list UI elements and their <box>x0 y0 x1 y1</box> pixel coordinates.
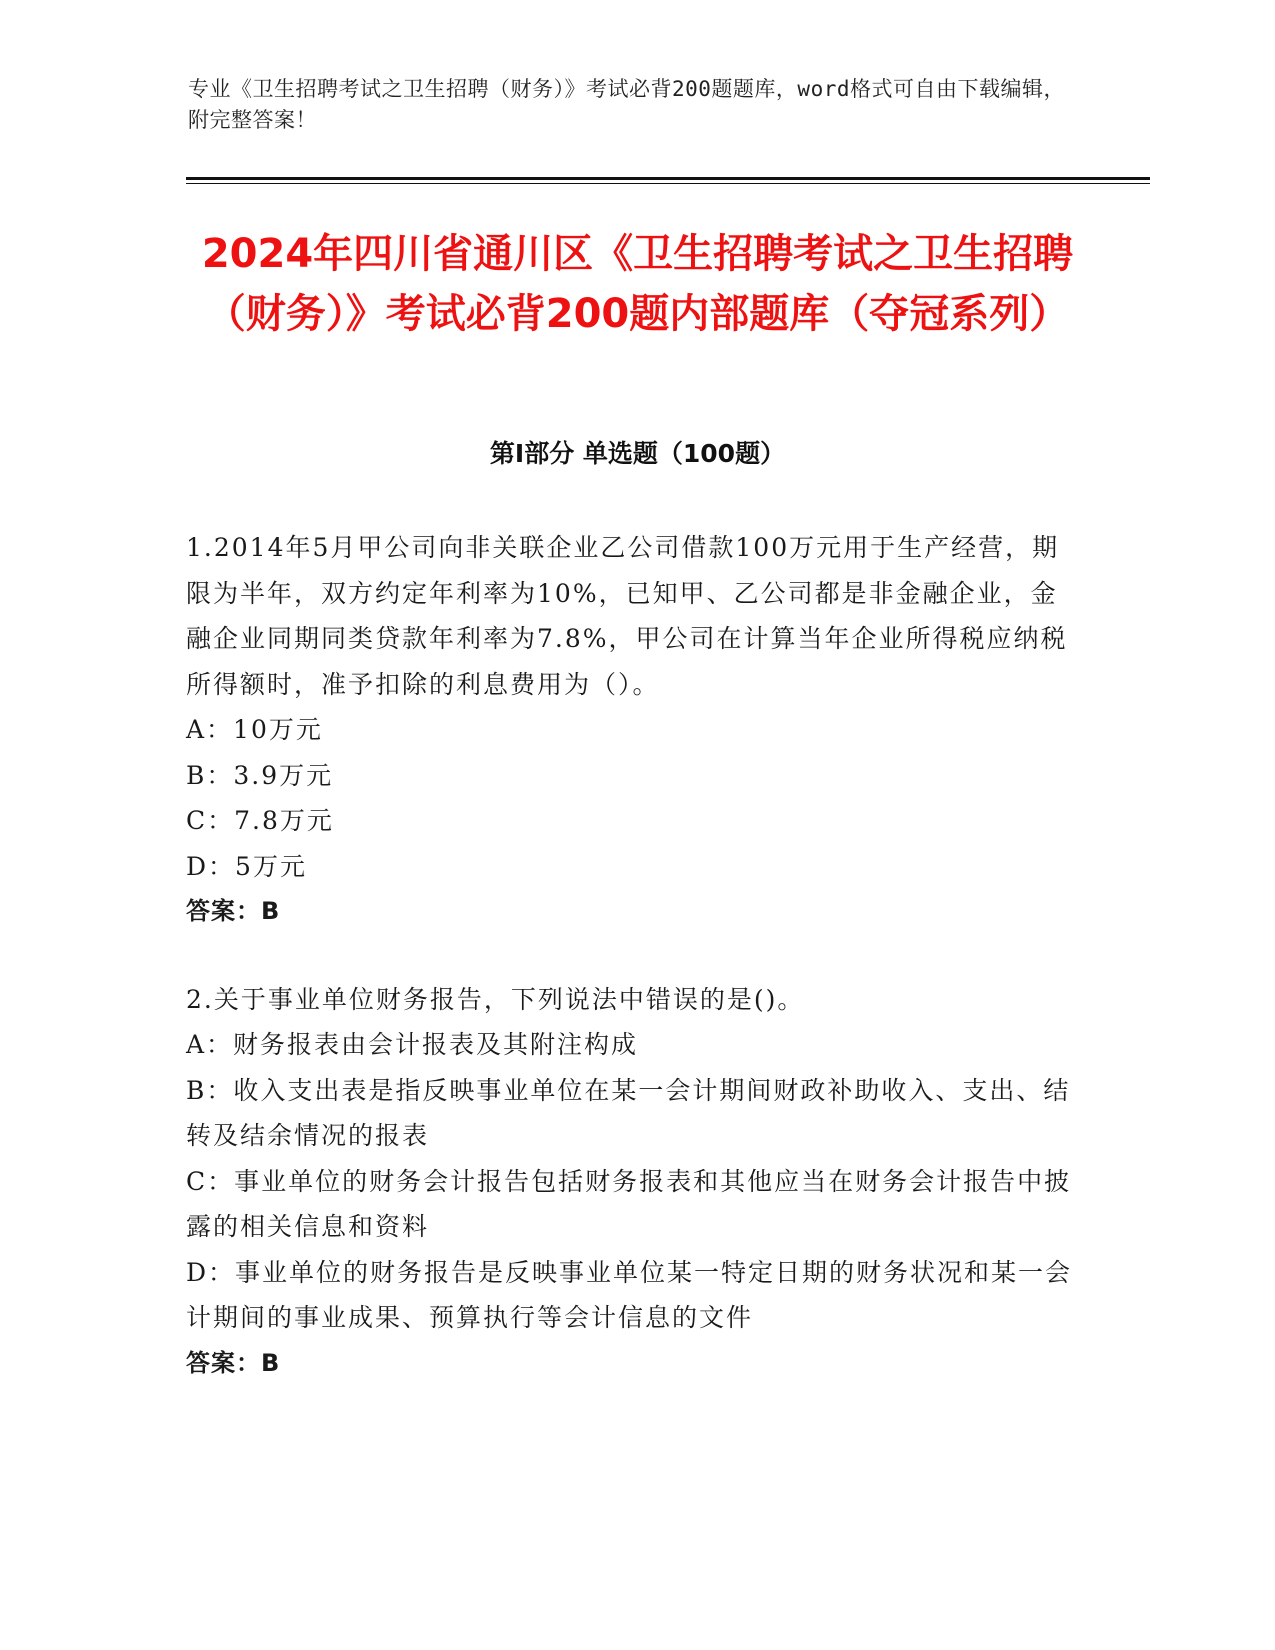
answer: 答案：B <box>186 897 281 925</box>
header-divider-thick <box>186 177 1150 180</box>
question-stem: 2.关于事业单位财务报告，下列说法中错误的是()。 <box>186 984 805 1014</box>
option-a: A：10万元 <box>186 715 323 744</box>
question-stem: 1.2014年5月甲公司向非关联企业乙公司借款100万元用于生产经营，期限为半年，双方约定年利率为10%，已知甲、乙公司都是非金融企业，金融企业同期同类贷款年利率为7.8%，甲公司在计算当年企业所得税应纳税所得额时，准予扣除的利息费用为（）。 <box>186 533 1068 699</box>
option-c: C：事业单位的财务会计报告包括财务报表和其他应当在财务会计报告中披露的相关信息和资料 <box>186 1166 1072 1241</box>
option-d: D：事业单位的财务报告是反映事业单位某一特定日期的财务状况和某一会计期间的事业成果、预算执行等会计信息的文件 <box>186 1257 1073 1332</box>
option-b: B：收入支出表是指反映事业单位在某一会计期间财政补助收入、支出、结转及结余情况的报表 <box>186 1075 1071 1150</box>
question-1 <box>186 525 1081 935</box>
section-title: 第I部分 单选题（100题） <box>489 439 786 468</box>
option-c: C：7.8万元 <box>186 806 334 835</box>
question-list <box>186 525 1081 1386</box>
option-a: A：财务报表由会计报表及其附注构成 <box>186 1030 639 1059</box>
option-d: D：5万元 <box>186 851 307 881</box>
document-title: 2024年四川省通川区《卫生招聘考试之卫生招聘（财务）》考试必背200题内部题库（夺冠系列） <box>201 231 1074 337</box>
question-2 <box>186 977 1081 1387</box>
answer: 答案：B <box>186 1348 281 1377</box>
header-note: 专业《卫生招聘考试之卫生招聘（财务）》考试必背200题题库，word格式可自由下载编辑，附完整答案！ <box>188 77 1065 132</box>
option-b: B：3.9万元 <box>186 760 334 790</box>
header-divider-thin <box>186 183 1150 184</box>
